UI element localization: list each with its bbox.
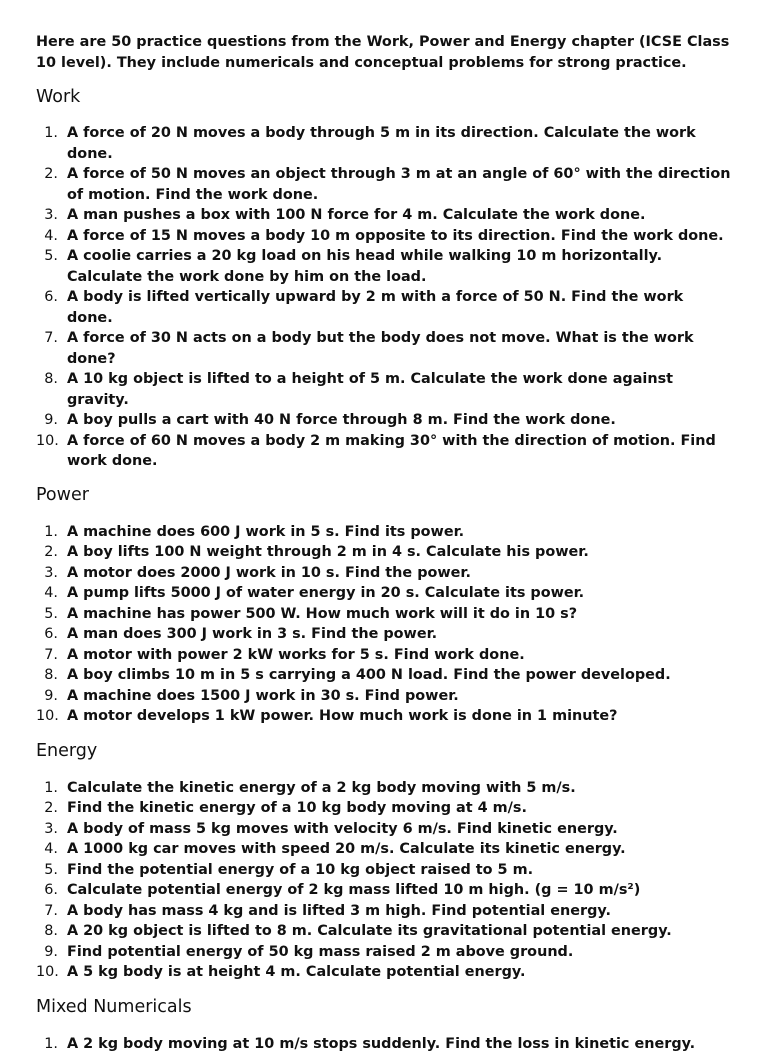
question-number: 1.	[36, 1034, 58, 1054]
question-number: 7.	[36, 901, 58, 922]
question-item	[36, 563, 732, 584]
question-list-mixed-numericals	[36, 1034, 732, 1054]
question-item	[36, 369, 732, 410]
question-number: 3.	[36, 205, 58, 226]
question-number: 10.	[36, 706, 58, 727]
question-text: A man pushes a box with 100 N force for 4 m. Calculate the work done.	[67, 207, 645, 223]
question-number: 6.	[36, 287, 58, 308]
question-item	[36, 706, 732, 727]
question-text: Calculate the kinetic energy of a 2 kg body moving with 5 m/s.	[67, 780, 576, 796]
question-text: Find the kinetic energy of a 10 kg body moving at 4 m/s.	[67, 800, 527, 816]
question-text: A force of 30 N acts on a body but the body does not move. What is the work done?	[67, 330, 694, 367]
question-text: A motor develops 1 kW power. How much work is done in 1 minute?	[67, 708, 617, 724]
question-item	[36, 205, 732, 226]
question-number: 4.	[36, 226, 58, 247]
question-number: 9.	[36, 942, 58, 963]
question-number: 4.	[36, 839, 58, 860]
question-item	[36, 819, 732, 840]
question-text: A pump lifts 5000 J of water energy in 20 s. Calculate its power.	[67, 585, 584, 601]
section-work	[36, 86, 732, 472]
question-text: A boy climbs 10 m in 5 s carrying a 400 N load. Find the power developed.	[67, 667, 671, 683]
question-list-power	[36, 522, 732, 727]
question-number: 1.	[36, 123, 58, 144]
question-number: 8.	[36, 369, 58, 390]
question-number: 8.	[36, 921, 58, 942]
question-text: A force of 15 N moves a body 10 m opposite to its direction. Find the work done.	[67, 228, 724, 244]
question-text: A machine has power 500 W. How much work will it do in 10 s?	[67, 606, 577, 622]
intro-paragraph: Here are 50 practice questions from the Work, Power and Energy chapter (ICSE Class 10 level). They include numericals and conceptual problems for strong practice.	[36, 32, 732, 74]
question-number: 1.	[36, 522, 58, 543]
question-text: A machine does 600 J work in 5 s. Find its power.	[67, 524, 464, 540]
question-item	[36, 328, 732, 369]
question-text: A coolie carries a 20 kg load on his head while walking 10 m horizontally. Calculate the work done by him on the load.	[67, 248, 662, 285]
question-item	[36, 686, 732, 707]
question-item	[36, 287, 732, 328]
question-item	[36, 665, 732, 686]
question-number: 5.	[36, 604, 58, 625]
question-text: A 5 kg body is at height 4 m. Calculate potential energy.	[67, 964, 525, 980]
question-text: A force of 50 N moves an object through 3 m at an angle of 60° with the direction of motion. Find the work done.	[67, 166, 730, 203]
question-number: 3.	[36, 819, 58, 840]
question-number: 8.	[36, 665, 58, 686]
question-item	[36, 880, 732, 901]
question-number: 3.	[36, 563, 58, 584]
question-item	[36, 583, 732, 604]
question-text: A force of 60 N moves a body 2 m making 30° with the direction of motion. Find work done.	[67, 433, 716, 470]
question-text: A motor with power 2 kW works for 5 s. Find work done.	[67, 647, 525, 663]
question-list-energy	[36, 778, 732, 983]
question-number: 6.	[36, 624, 58, 645]
question-text: A force of 20 N moves a body through 5 m in its direction. Calculate the work done.	[67, 125, 696, 162]
question-item	[36, 431, 732, 472]
question-number: 5.	[36, 246, 58, 267]
question-item	[36, 604, 732, 625]
question-number: 4.	[36, 583, 58, 604]
question-number: 7.	[36, 328, 58, 349]
question-number: 6.	[36, 880, 58, 901]
section-heading-power: Power	[36, 484, 732, 506]
question-list-work	[36, 123, 732, 472]
question-number: 2.	[36, 542, 58, 563]
question-item	[36, 542, 732, 563]
question-text: A 20 kg object is lifted to 8 m. Calculate its gravitational potential energy.	[67, 923, 672, 939]
question-text: A machine does 1500 J work in 30 s. Find power.	[67, 688, 459, 704]
question-item	[36, 226, 732, 247]
question-number: 7.	[36, 645, 58, 666]
question-item	[36, 778, 732, 799]
question-text: A body has mass 4 kg and is lifted 3 m high. Find potential energy.	[67, 903, 611, 919]
question-item	[36, 901, 732, 922]
question-item	[36, 860, 732, 881]
question-text: A 10 kg object is lifted to a height of 5 m. Calculate the work done against gravity.	[67, 371, 673, 408]
question-text: Find the potential energy of a 10 kg object raised to 5 m.	[67, 862, 533, 878]
question-item	[36, 962, 732, 983]
question-item	[36, 624, 732, 645]
question-text: A 2 kg body moving at 10 m/s stops suddenly. Find the loss in kinetic energy.	[67, 1036, 695, 1052]
question-number: 9.	[36, 686, 58, 707]
question-number: 9.	[36, 410, 58, 431]
question-item	[36, 798, 732, 819]
section-mixed-numericals	[36, 996, 732, 1054]
question-number: 10.	[36, 962, 58, 983]
question-text: A man does 300 J work in 3 s. Find the power.	[67, 626, 437, 642]
section-heading-work: Work	[36, 86, 732, 108]
question-item	[36, 522, 732, 543]
question-text: A boy lifts 100 N weight through 2 m in 4 s. Calculate his power.	[67, 544, 589, 560]
question-text: A motor does 2000 J work in 10 s. Find the power.	[67, 565, 471, 581]
section-power	[36, 484, 732, 727]
question-text: A body is lifted vertically upward by 2 m with a force of 50 N. Find the work done.	[67, 289, 683, 326]
question-number: 2.	[36, 164, 58, 185]
question-text: A body of mass 5 kg moves with velocity 6 m/s. Find kinetic energy.	[67, 821, 618, 837]
question-item	[36, 645, 732, 666]
question-number: 5.	[36, 860, 58, 881]
question-item	[36, 246, 732, 287]
question-item	[36, 942, 732, 963]
question-text: A 1000 kg car moves with speed 20 m/s. Calculate its kinetic energy.	[67, 841, 626, 857]
question-item	[36, 921, 732, 942]
question-number: 1.	[36, 778, 58, 799]
question-item	[36, 839, 732, 860]
question-item	[36, 164, 732, 205]
question-text: A boy pulls a cart with 40 N force through 8 m. Find the work done.	[67, 412, 616, 428]
section-energy	[36, 740, 732, 983]
section-heading-energy: Energy	[36, 740, 732, 762]
section-heading-mixed-numericals: Mixed Numericals	[36, 996, 732, 1018]
question-text: Find potential energy of 50 kg mass raised 2 m above ground.	[67, 944, 573, 960]
question-text: Calculate potential energy of 2 kg mass lifted 10 m high. (g = 10 m/s²)	[67, 882, 640, 898]
question-item	[36, 410, 732, 431]
question-number: 2.	[36, 798, 58, 819]
question-item	[36, 1034, 732, 1054]
question-item	[36, 123, 732, 164]
question-number: 10.	[36, 431, 58, 452]
